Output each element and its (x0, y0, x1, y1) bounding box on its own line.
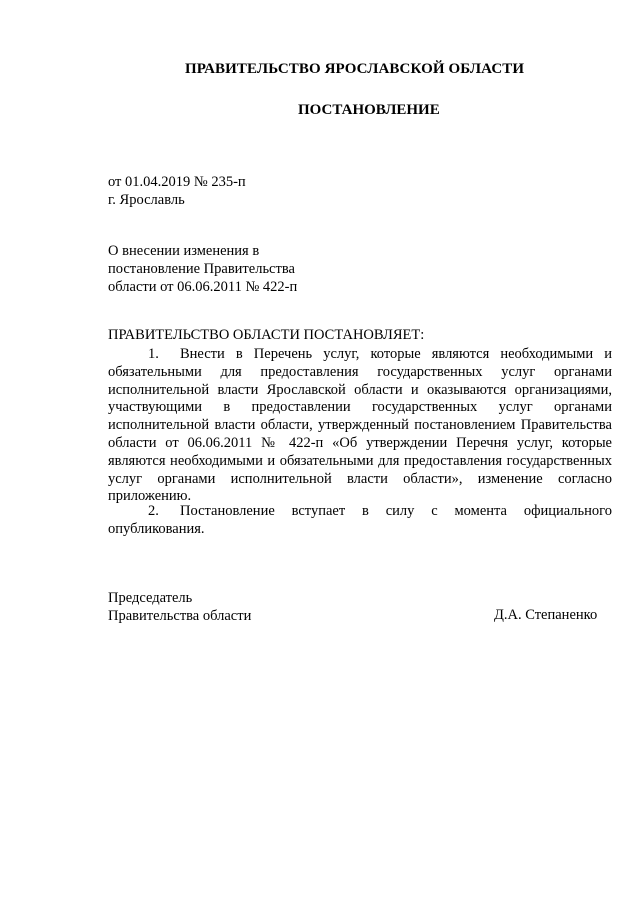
signature-name: Д.А. Степаненко (494, 607, 598, 623)
date-number: от 01.04.2019 № 235-п (108, 174, 246, 190)
document-subject (108, 242, 297, 296)
subject-line: области от 06.06.2011 № 422-п (108, 279, 298, 295)
paragraph-text: Внести в Перечень услуг, которые являются необходимыми и обязательными для предоставления государственных услуг органами исполнительной власти Ярославской области и оказываются организациями, участвующими в предоставлении государственных услуг органами исполнительной власти области, утвержденный постановлением Правительства области от 06.06.2011 № 422-п «Об утверждении Перечня услуг, которые являются необходимыми и обязательными для предоставления государственных услуг органами исполнительной власти области», изменение согласно приложению. (108, 346, 612, 505)
signature-title-line: Правительства области (108, 608, 252, 624)
signature-title (108, 589, 251, 625)
paragraph-number: 1. (148, 346, 159, 362)
document-type-title: ПОСТАНОВЛЕНИЕ (298, 102, 440, 118)
subject-line: постановление Правительства (108, 261, 295, 277)
resolves-heading: ПРАВИТЕЛЬСТВО ОБЛАСТИ ПОСТАНОВЛЯЕТ: (108, 327, 425, 343)
paragraph-number: 2. (148, 503, 159, 519)
organization-title: ПРАВИТЕЛЬСТВО ЯРОСЛАВСКОЙ ОБЛАСТИ (185, 61, 525, 77)
paragraph-text: Постановление вступает в силу с момента официального опубликования. (108, 503, 612, 537)
signature-title-line: Председатель (108, 590, 193, 606)
paragraph-2 (108, 503, 612, 539)
subject-line: О внесении изменения в (108, 243, 260, 259)
paragraph-1 (108, 346, 612, 506)
document-meta (108, 173, 246, 209)
city: г. Ярославль (108, 192, 185, 208)
